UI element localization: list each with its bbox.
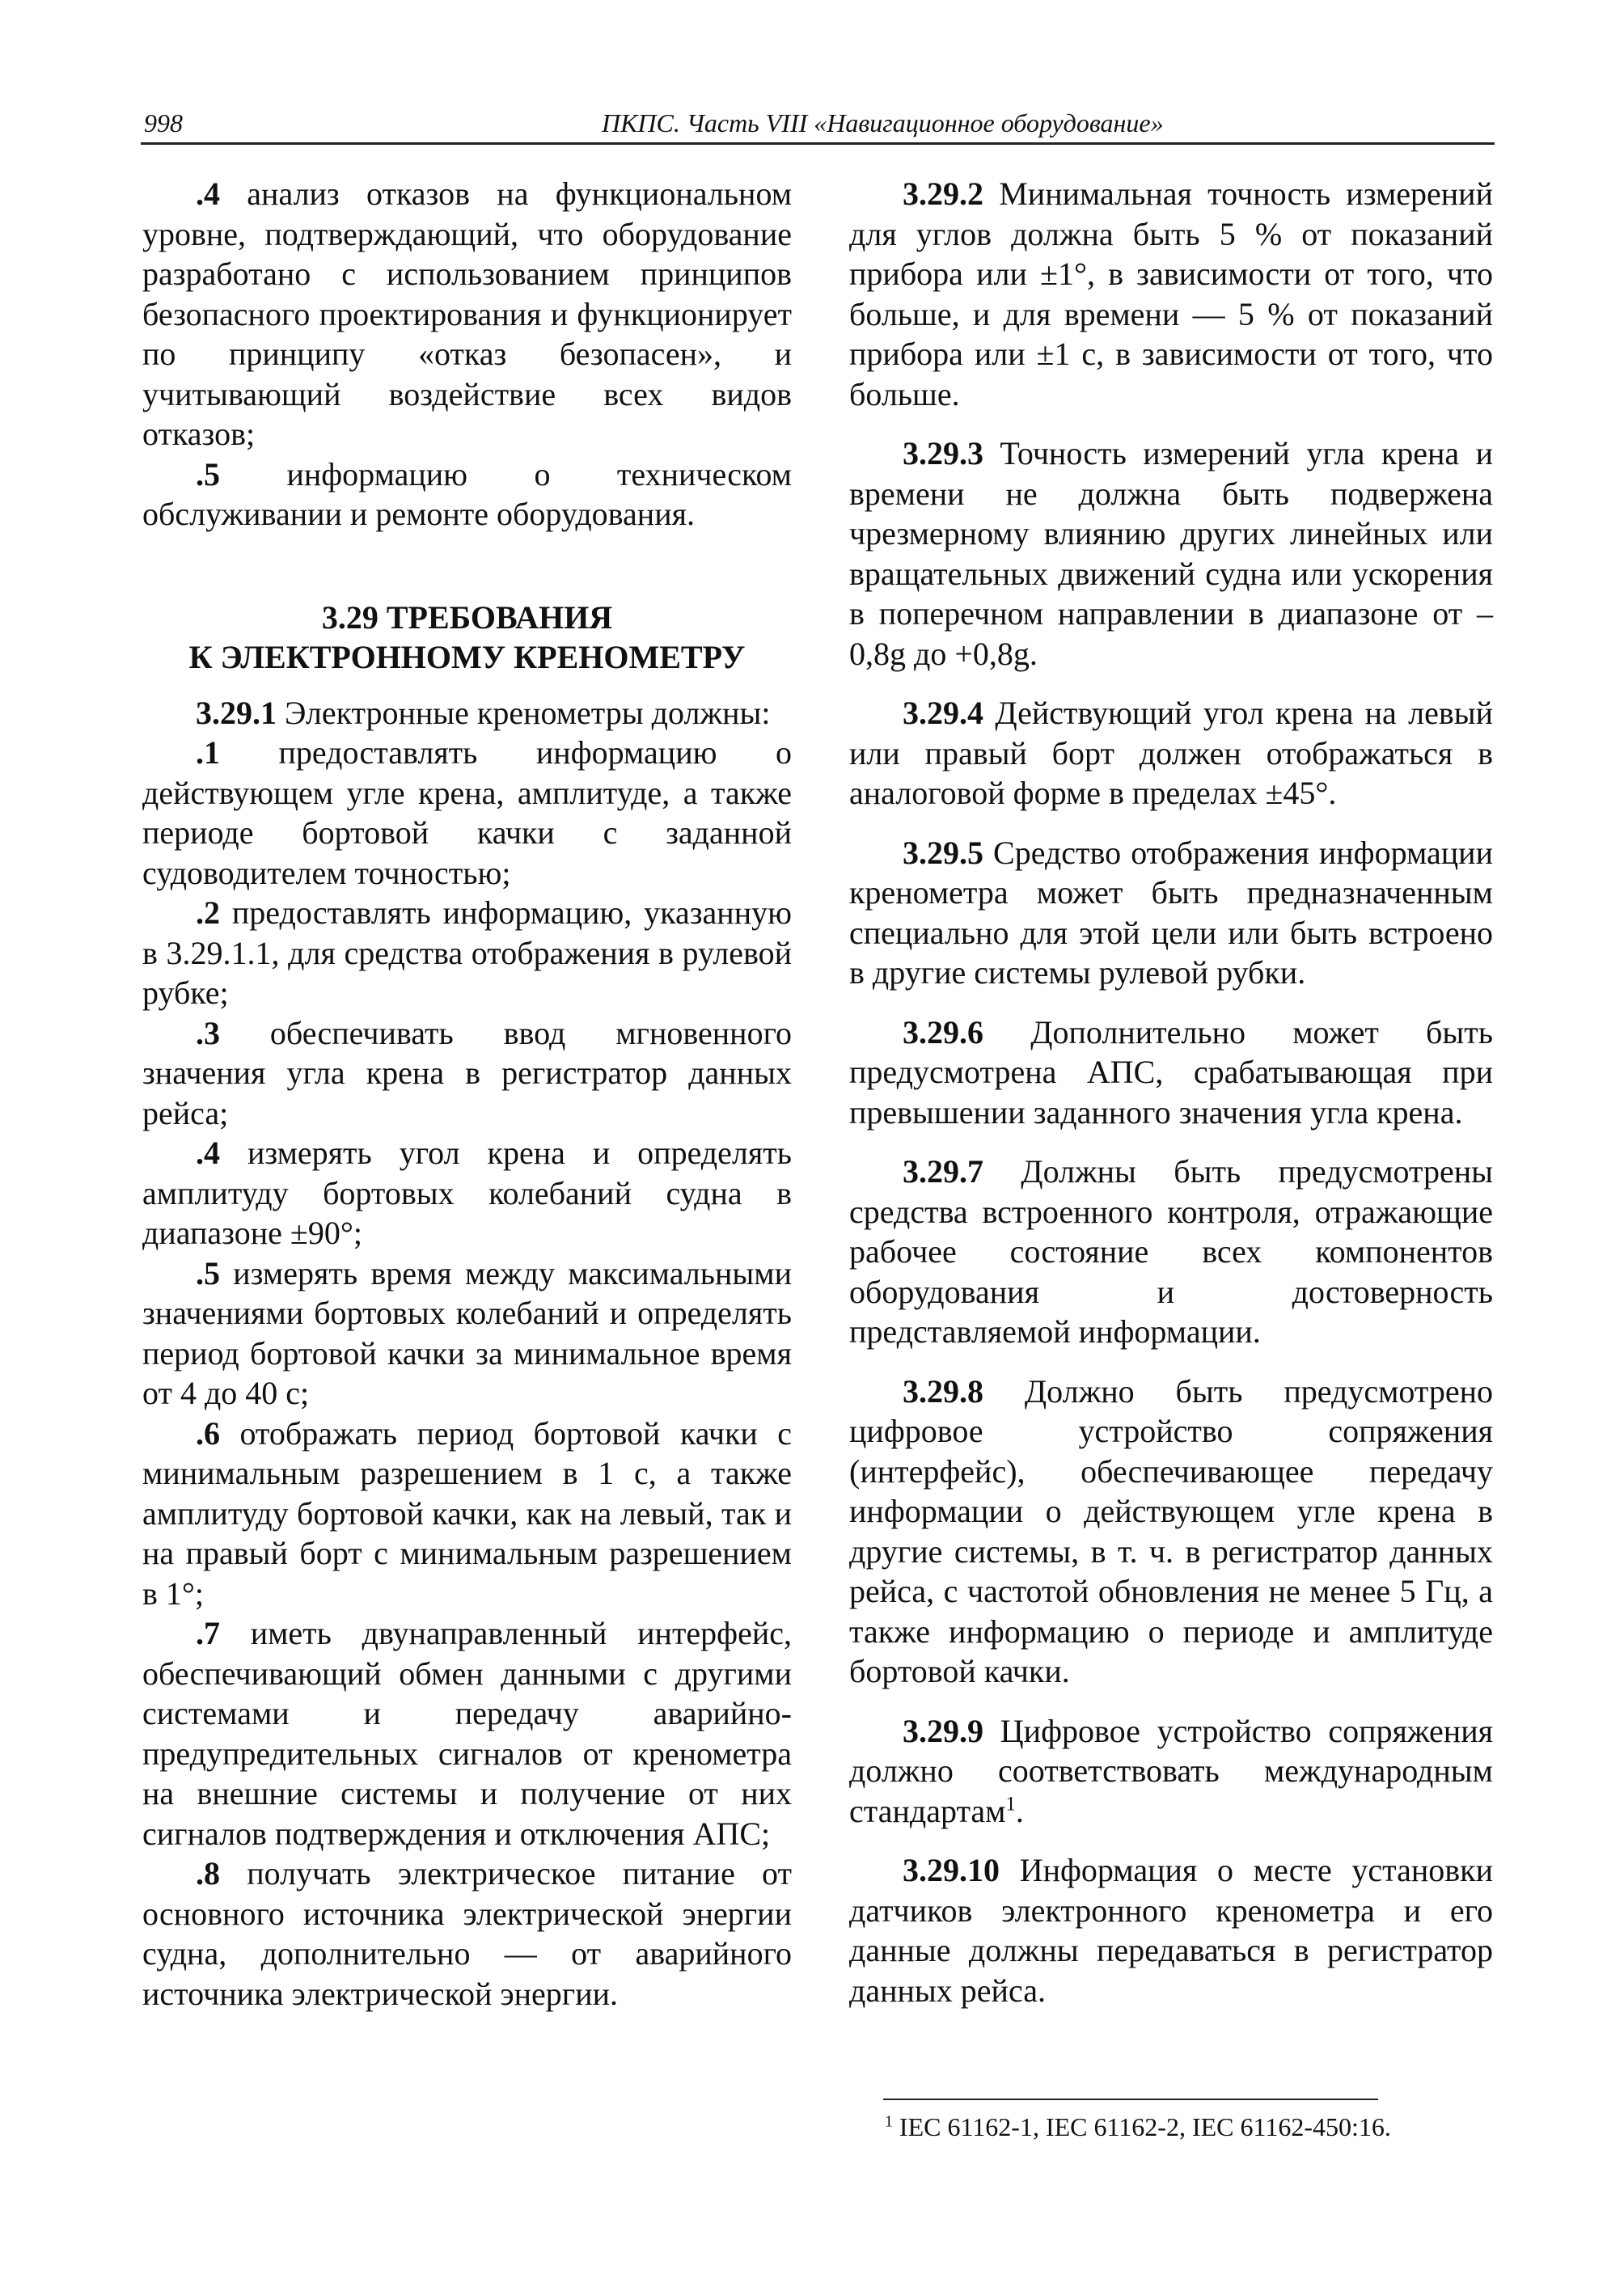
running-title: ПКПС. Часть VIII «Навигационное оборудование» [602,108,1164,137]
right-column [849,174,1493,2010]
section-title-line-2: К ЭЛЕКТРОННОМУ КРЕНОМЕТРУ [188,638,746,675]
list-item: .7 иметь двунаправленный интерфейс, обеспечивающий обмен данными с другими системами и передачу аварийно-предупредительных сигналов от кренометра на внешние системы и получение от них сигналов подтверждения и отключения АПС; [142,1615,793,1852]
footnote-ref[interactable]: 1 [1005,1793,1016,1815]
clause-3-29-9: 3.29.9 Цифровое устройство сопряжения должно соответствовать международным стандартам$^1$. [849,1712,1493,1829]
section-title [142,598,792,677]
clause-3-29-3: 3.29.3 Точность измерений угла крена и времени не должна быть подвержена чрезмерному влиянию других линейных или вращательных движений судна или ускорения в поперечном направлении в диапазоне от –0,8g до +0,8g. [849,435,1493,672]
list-item: .2 предоставлять информацию, указанную в 3.29.1.1, для средства отображения в рулевой рубке; [142,894,793,1011]
list-item: .5 информацию о техническом обслуживании и ремонте оборудования. [142,455,792,532]
footnote-text: IEC 61162-1, IEC 61162-2, IEC 61162-450:16. [899,2112,1391,2141]
footnote-divider [883,2099,1378,2100]
clause-3-29-8: 3.29.8 Должно быть предусмотрено цифровое устройство сопряжения (интерфейс), обеспечивающее передачу информации о действующем угле крена в другие системы, в т. ч. в регистратор данных рейса, с частотой обновления не менее 5 Гц, а также информацию о периоде и амплитуде бортовой качки. [849,1372,1493,1689]
left-column [142,174,792,2014]
clause-3-29-6: 3.29.6 Дополнительно может быть предусмотрена АПС, срабатывающая при превышении заданного значения угла крена. [849,1013,1493,1131]
clause-3-29-2: 3.29.2 Минимальная точность измерений для углов должна быть 5 % от показаний прибора или ±1°, в зависимости от того, что больше, и для времени — 5 % от показаний прибора или ±1 с, в зависимости от того, что больше. [849,175,1493,412]
footnote-marker: 1 [885,2112,893,2131]
clause-3-29-4: 3.29.4 Действующий угол крена на левый или правый борт должен отображаться в аналоговой форме в пределах ±45°. [849,695,1494,811]
clause-3-29-5: 3.29.5 Средство отображения информации кренометра может быть предназначенным специально для этой цели или быть встроено в другие системы рулевой рубки. [849,834,1493,991]
list-item: .4 измерять угол крена и определять амплитуду бортовых колебаний судна в диапазоне ±90°; [142,1135,792,1251]
clause-intro: 3.29.1 Электронные кренометры должны: [196,694,771,731]
list-item: .3 обеспечивать ввод мгновенного значения угла крена в регистратор данных рейса; [142,1014,792,1131]
list-item: .8 получать электрическое питание от основного источника электрической энергии судна, дополнительно — от аварийного источника электрической энергии. [142,1855,792,2012]
clause-3-29-7: 3.29.7 Должны быть предусмотрены средства встроенного контроля, отражающие рабочее состояние всех компонентов оборудования и достоверность представляемой информации. [849,1153,1493,1350]
page-number: 998 [144,108,183,137]
clause-3-29-10: 3.29.10 Информация о месте установки датчиков электронного кренометра и его данные должны передаваться в регистратор данных рейса. [849,1852,1493,2009]
list-item: .6 отображать период бортовой качки с минимальным разрешением в 1 с, а также амплитуду бортовой качки, как на левый, так и на правый борт с минимальным разрешением в 1°; [142,1414,793,1612]
list-item: .5 измерять время между максимальными значениями бортовых колебаний и определять период бортовой качки за минимальное время от 4 до 40 с; [142,1254,792,1411]
list-item: .4 анализ отказов на функциональном уровне, подтверждающий, что оборудование разработано с использованием принципов безопасного проектирования и функционирует по принципу «отказ безопасен», и учитывающий воздействие всех видов отказов; [142,175,793,452]
list-item: .1 предоставлять информацию о действующем угле крена, амплитуде, а также периоде бортовой качки с заданной судоводителем точностью; [142,734,793,891]
footnote [885,2111,1391,2143]
running-header [141,107,1495,145]
section-title-line-1: 3.29 ТРЕБОВАНИЯ [321,598,613,636]
